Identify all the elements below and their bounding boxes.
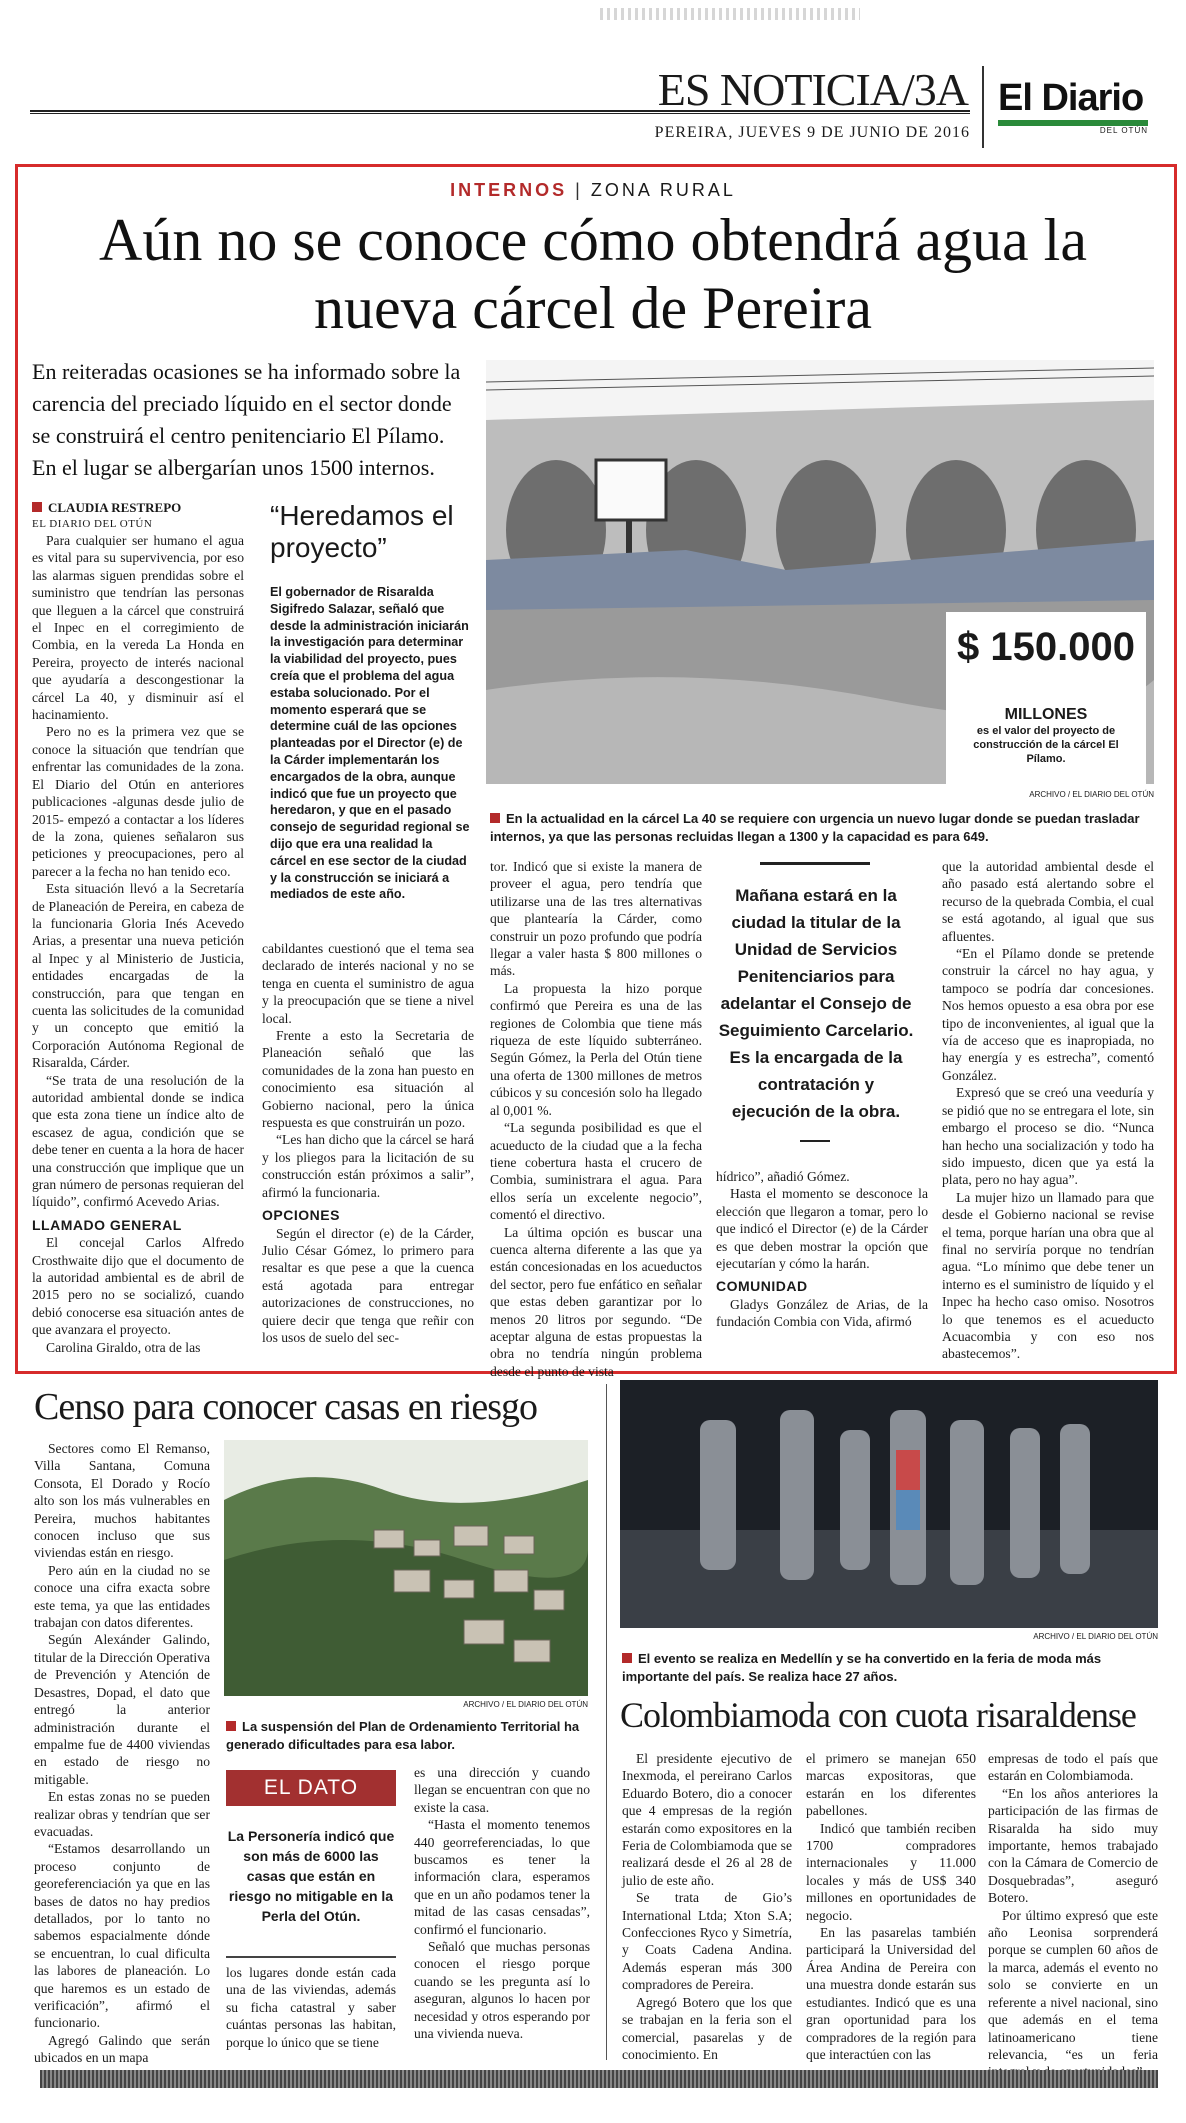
main-column-4	[716, 1168, 928, 1331]
main-column-3	[490, 858, 702, 1380]
paragraph: Por último expresó que este año Leonisa sorprenderá porque se cumplen 60 años de la marca, además el evento no solo se convierte en un referente a nivel nacional, sino que además en el tema latinoamericano tiene relevancia, “es un feria	[988, 1907, 1158, 2062]
byline-bullet	[32, 502, 42, 512]
paragraph: Según Alexánder Galindo, titular de la Dirección Operativa de Prevención y Atención de Desastres, Dopad, el dato que entregó la anterior administración durante el empalme fue de 4400 viviendas en estado de riesgo no mitigable.	[34, 1632, 210, 1787]
byline	[32, 500, 242, 532]
header-divider	[982, 66, 984, 148]
subhead: LLAMADO GENERAL	[32, 1216, 182, 1233]
paragraph: el primero se manejan 650 marcas expositoras, que estarán en los diferentes pabellones.	[806, 1751, 976, 1819]
paragraph: “La segunda posibilidad es que el acueducto de la ciudad que a la fecha tiene cobertura hasta el crucero de Combia, suministrara el agua. Para ellos sería un excelente negocio”, comentó el directivo.	[490, 1120, 702, 1223]
photo-credit: ARCHIVO / EL DIARIO DEL OTÚN	[1033, 1632, 1158, 1641]
paragraph: Agregó Galindo que serán ubicados en un mapa	[34, 2032, 210, 2066]
paragraph: Frente a esto la Secretaria de Planeación señaló que las comunidades de la zona han puesto en conocimiento esa situación al Gobierno nacional, pero la única respuesta es que construirán un pozo.	[262, 1028, 474, 1131]
paragraph: los lugares donde están cada una de las viviendas, además su ficha catastral y saber cuántas personas las habitan, porque lo único que se tiene	[226, 1965, 396, 2050]
paragraph: Sectores como El Remanso, Villa Santana, Comuna Consota, El Dorado y Rocío alto son los más vulnerables en Pereira, muchos habitantes conocen incluso que sus viviendas están en riesgo.	[34, 1441, 210, 1561]
paragraph: “En el Pílamo donde se pretende construir la cárcel no hay agua, y tampoco se podría dar concesiones. Nos hemos opuesto a esa obra por ese tipo de inconvenientes, al igual que la vía de acceso que es inapropiada, no hay energía y es estrecha”, comentó González.	[942, 946, 1154, 1083]
paragraph: Indicó que también reciben 1700 compradores internacionales y 11.000 locales y más de US$ 340 millones en oportunidades de negocio.	[806, 1820, 976, 1923]
main-lede: En reiteradas ocasiones se ha informado sobre la carencia del preciado líquido en el sector donde se construirá el centro penitenciario El Pílamo. En el lugar se albergarían unos 1500 internos.	[32, 359, 461, 480]
paragraph: En estas zonas no se pueden realizar obras y tendrían que ser evacuadas.	[34, 1789, 210, 1839]
paragraph: En las pasarelas también participará la Universidad del Área Andina de Pereira con una muestra donde estarán sus estudiantes. Indicó que es una gran oportunidad para los compradores de la región para que interactúen con las	[806, 1925, 976, 2062]
date-line: PEREIRA, JUEVES 9 DE JUNIO DE 2016	[654, 124, 970, 141]
caption-bullet	[490, 813, 500, 823]
sidebar-body: El gobernador de Risaralda Sigifredo Salazar, señaló que desde la administración iniciarán la investigación para determinar la viabilidad del proyecto, pues creía que el problema del agua estaba solucionado. Por el momento esperará que se determine cuál de las opciones planteadas por el Director (e) de la Cárder implementarán los encargados de la obra, aunque indicó que fue un proyecto que heredaron, y que en el pasado consejo de seguridad regional se dijo que era una realidad la cárcel en ese sector de la ciudad y la construcción se iniciará a mediados de este año.	[270, 585, 470, 902]
paragraph: Gladys González de Arias, de la fundación Combia con Vida, afirmó	[716, 1296, 928, 1330]
subhead: COMUNIDAD	[716, 1278, 808, 1295]
logo-text: El Diario	[998, 77, 1144, 119]
paragraph: Señaló que muchas personas conocen el riesgo porque cuando se les pregunta así lo aseguran, algunos lo hacen por necesidad y otros esperando por una vivienda nueva.	[414, 1939, 590, 2042]
paragraph: Se trata de Gio’s International Ltda; Xton S.A; Confecciones Ryco y Simetría, y Coats Cadena Andina. Además esperan más 300 compradores de Pereira.	[622, 1890, 792, 1993]
photo-caption: El evento se realiza en Medellín y se ha convertido en la feria de moda más importante del país. Se realiza hace 27 años.	[622, 1651, 1102, 1684]
price-label: MILLONES	[1004, 706, 1088, 723]
paragraph: “Se trata de una resolución de la autoridad ambiental donde se indica que esta zona tiene un índice alto de escasez de agua, condición que se debe tener en cuenta a la hora de hacer una construcción que implique que un gran número de personas requieran del líquido”, confirmó Acevedo Arias.	[32, 1072, 244, 1210]
photo-caption: La suspensión del Plan de Ordenamiento Territorial ha generado dificultades para esa labor.	[226, 1719, 580, 1752]
kicker-section: INTERNOS	[450, 180, 568, 200]
paragraph: La mujer hizo un llamado para que desde el Gobierno nacional se revise el tema, porque harían una obra que al final no serviría porque no tendrían agua. “Lo mínimo que debe tener un interno es el suministro de líquido y el Inpec ha hecho caso omiso. Nosotros lo que tenemos es el acueducto Acuacombia y con eso nos abastecemos”.	[942, 1189, 1154, 1362]
caption-bullet	[622, 1653, 632, 1663]
price-note: es el valor del proyecto de construcción de la cárcel El Pílamo.	[973, 725, 1119, 765]
paragraph: Carolina Giraldo, otra de las	[46, 1339, 201, 1355]
highlight-rule	[760, 862, 870, 865]
column-divider	[606, 1384, 607, 2060]
paragraph: La propuesta la hizo porque confirmó que Pereira es una de las regiones de Colombia que tiene más riqueza de este líquido subterráneo. Según Gómez, la Perla del Otún tiene una oferta de 1300 millones de metros cúbicos y su concesión solo ha llegado al 0,001 %.	[490, 980, 702, 1118]
author-organization: EL DIARIO DEL OTÚN	[32, 518, 153, 530]
paragraph: cabildantes cuestionó que el tema sea declarado de interés nacional y no se tenga en cuenta el suministro de agua y la preocupación que se tiene a nivel local.	[262, 941, 474, 1026]
highlight-quote: Mañana estará en la ciudad la titular de la Unidad de Servicios Penitenciarios para adelantar el Consejo de Seguimiento Carcelario. Es la encargada de la contratación y ejecución de la obra.	[718, 886, 914, 1121]
highlight-rule	[800, 1140, 830, 1142]
paragraph: El concejal Carlos Alfredo Crosthwaite dijo que el documento de la autoridad ambiental es de abril de 2015 pero no se socializó, cuando debió conocerse esa situación antes de que avanzara el proyecto.	[32, 1235, 244, 1338]
photo-caption: En la actualidad en la cárcel La 40 se requiere con urgencia un nuevo lugar donde se puedan trasladar internos, ya que las personas recluidas llegan a 1300 y la capacidad es para 649.	[490, 811, 1140, 844]
paragraph: tor. Indicó que si existe la manera de proveer el agua, pero tendría que utilizarse una de las tres alternativas que plantearía la Cárder, como construir un pozo profundo que podría llegar a valer hasta $ 800 millones o más.	[490, 859, 702, 979]
paragraph: Pero no es la primera vez que se conoce la situación que tendrían que enfrentar las comunidades de la zona. El Diario del Otún en anteriores publicaciones -algunas desde julio de 2015- empezó a contactar a los líderes de la zona, quienes señalaron sus peticiones y preocupaciones, pero al parecer a la fecha no han tenido eco.	[32, 724, 244, 879]
paragraph: hídrico”, añadió Gómez.	[716, 1169, 850, 1184]
main-column-5	[942, 858, 1154, 1363]
subhead: OPCIONES	[262, 1207, 340, 1224]
main-headline: Aún no se conoce cómo obtendrá agua la nueva cárcel de Pereira	[99, 207, 1087, 341]
logo-subtitle: DEL OTÚN	[1099, 126, 1148, 135]
paragraph: El presidente ejecutivo de Inexmoda, el pereirano Carlos Eduardo Botero, dio a conocer que 4 empresas de la región estarán como expositores en la Feria de Colombiamoda que se realizará desde el 26 al 28 de julio de este año.	[622, 1751, 792, 1888]
section-title: ES NOTICIA/3A	[657, 64, 968, 115]
price-callout	[946, 612, 1146, 784]
photo-credit: ARCHIVO / EL DIARIO DEL OTÚN	[463, 1700, 588, 1709]
sidebar-title: “Heredamos el proyecto”	[270, 500, 454, 563]
photo-credit: ARCHIVO / EL DIARIO DEL OTÚN	[1029, 790, 1154, 799]
censo-headline: Censo para conocer casas en riesgo	[34, 1386, 538, 1428]
paragraph: “Les han dicho que la cárcel se hará y los pliegos para la licitación de su construcción están próximos a salir”, afirmó la funcionaria.	[262, 1132, 474, 1200]
moda-column-3	[988, 1750, 1158, 2081]
paragraph: Pero aún en la ciudad no se conoce una cifra exacta sobre este tema, ya que las entidades trabajan con datos diferentes.	[34, 1562, 210, 1631]
author-name: CLAUDIA RESTREPO	[48, 500, 182, 515]
paragraph: Expresó que se creó una veeduría y se pidió que no se entregara el lote, sin embargo el proceso se dio. “Nunca han hecho una socialización y todo ha sido impuesto, dicen que ya está la plata, pero no hay agua”.	[942, 1085, 1154, 1188]
main-column-1	[32, 532, 244, 1356]
runway-photo	[620, 1380, 1158, 1628]
paragraph: Agregó Botero que los que se trabajan en la feria son el comercial, pasarelas y de conocimiento. En	[622, 1994, 792, 2062]
el-dato-rule	[226, 1956, 396, 1958]
paragraph: La última opción es buscar una cuenca alterna diferente a las que ya están concesionadas en los acueductos del sector, pero fue enfático en señalar que estas deben garantizar por lo menos 20 litros por segundo. “De aceptar alguna de estas propuestas la obra no tendría ningún problema desde el punto de vista	[490, 1224, 702, 1379]
header-rule	[30, 110, 970, 114]
kicker-subsection: ZONA RURAL	[590, 180, 736, 200]
censo-column-1	[34, 1440, 210, 2067]
el-dato-label: EL DATO	[226, 1770, 396, 1806]
paragraph: empresas de todo el país que estarán en Colombiamoda.	[988, 1751, 1158, 1784]
paragraph: Según el director (e) de la Cárder, Julio César Gómez, lo primero para resaltar es que pese a que la cuenca está agotada para entregar autorizaciones de construcciones, no quiere decir que tenga que reñir con los usos de suelo del sec-	[262, 1225, 474, 1345]
moda-column-1	[622, 1750, 792, 2063]
scan-artifact	[600, 8, 860, 20]
paragraph: que la autoridad ambiental desde el año pasado está alertando sobre el recurso de la quebrada Combia, el cual se está agotando, al igual que sus afluentes.	[942, 859, 1154, 944]
paragraph: “En los años anteriores la participación de las firmas de Risaralda ha sido muy importante, hemos trabajado con la Cámara de Comercio de Dosquebradas”, aseguró Botero.	[988, 1785, 1158, 1906]
el-dato-text: La Personería indicó que son más de 6000 las casas que están en riesgo no mitigable en la Perla del Otún.	[227, 1828, 395, 1924]
paragraph: Hasta el momento se desconoce la elección que llegaron a tomar, pero lo que indicó el Director (e) de la Cárder es que deben mostrar la opción que ejecutarían y cómo la harán.	[716, 1186, 928, 1272]
moda-column-2	[806, 1750, 976, 2063]
main-column-2	[262, 940, 474, 1346]
paragraph: “Estamos desarrollando un proceso conjunto de georeferenciación ya que en las bases de datos no hay predios detallados, por lo tanto no sabemos espacialmente dónde se encuentran, lo cual dificulta las labores de planeación. Lo que haremos es un estado de verificación”, afirmó el funcionario.	[34, 1841, 210, 2031]
newspaper-logo	[998, 78, 1168, 135]
censo-column-2	[226, 1964, 396, 2051]
hillside-houses-photo	[224, 1440, 588, 1696]
page-footer-bar	[40, 2070, 1158, 2088]
story-kicker: INTERNOS | ZONA RURAL	[450, 180, 736, 200]
paragraph: Para cualquier ser humano el agua es vital para su supervivencia, por eso las alarmas siguen prendidas sobre el suministro que tendrían las personas que lleguen a la cárcel que construirá el Inpec en el corregimiento de Combia, en la vereda La Honda en Pereira, proyecto de interés nacional que ayudaría a descongestionar la cárcel La 40, y disminuir así el hacinamiento.	[32, 533, 244, 723]
price-amount: $ 150.000	[957, 625, 1135, 669]
caption-bullet	[226, 1721, 236, 1731]
censo-column-3	[414, 1764, 590, 2043]
paragraph: es una dirección y cuando llegan se encuentran con que no existe la casa.	[414, 1765, 590, 1815]
moda-headline: Colombiamoda con cuota risaraldense	[620, 1695, 1136, 1735]
paragraph: Esta situación llevó a la Secretaría de Planeación de Pereira, en cabeza de la funcionaria Gloria Inés Acevedo Arias, a presentar una nueva petición al Inpec y al Ministerio de Justicia, entidades encargadas de la construcción, para que tengan en cuenta las solicitudes de la comunidad y un concepto que emitió la Corporación Autónoma Regional de Risaralda, Cárder.	[32, 881, 244, 1071]
paragraph: “Hasta el momento tenemos 440 georreferenciadas, lo que buscamos es tener la información clara, esperamos que en un año podamos tener la mitad de las casas censadas”, confirmó el funcionario.	[414, 1817, 590, 1937]
